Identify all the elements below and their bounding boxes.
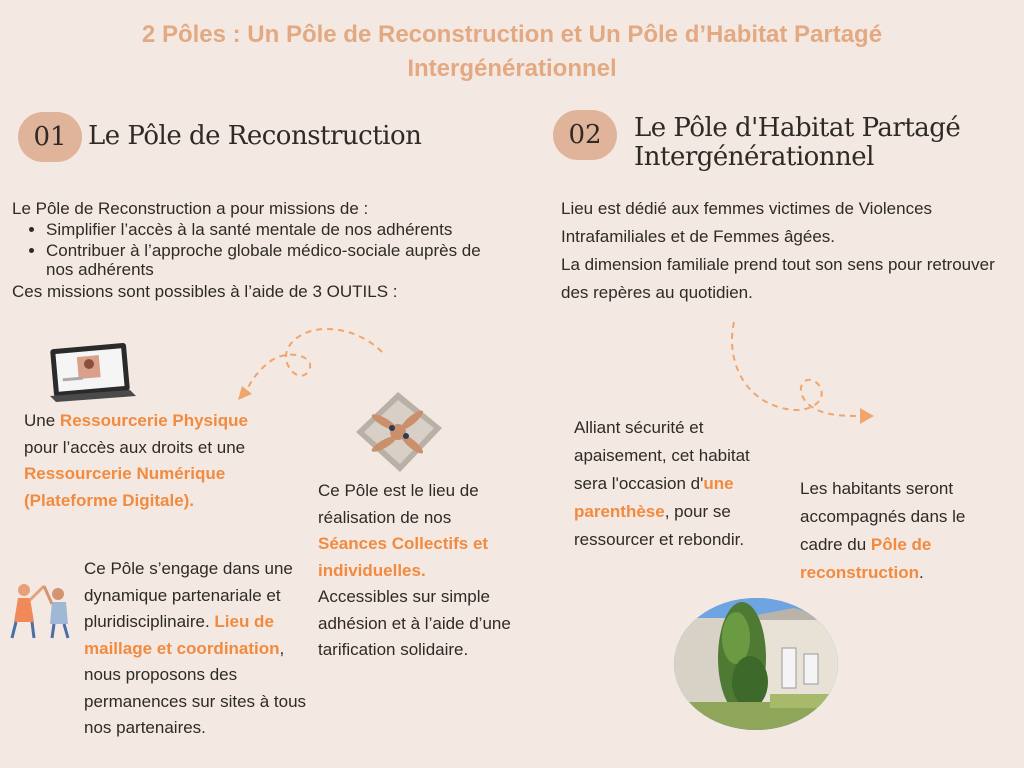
habitants-text <box>800 475 1010 587</box>
ressourcerie-numerique: Ressourcerie Numérique (Plateforme Digitale). <box>24 464 226 510</box>
ressourcerie-t2: pour l’accès aux droits et une <box>24 437 246 457</box>
people-illustration <box>4 576 78 642</box>
seances-t2: Accessibles sur simple adhésion et à l’aide d’une tarification solidaire. <box>318 587 511 659</box>
title-line-2: Intergénérationnel <box>407 55 617 82</box>
ressourcerie-physique: Ressourcerie Physique <box>59 411 248 430</box>
pole1-heading: Le Pôle de Reconstruction <box>88 121 422 151</box>
pole2-intro-2: La dimension familiale prend tout son sens pour retrouver des repères au quotidien. <box>561 255 995 302</box>
ressourcerie-t1: Une <box>24 411 60 430</box>
ressourcerie-text <box>24 408 284 514</box>
laptop-illustration <box>48 340 138 404</box>
dashed-arrow-2 <box>722 318 882 426</box>
pole2-heading-line-2: Intergénérationnel <box>634 142 874 172</box>
pole1-number-badge <box>18 112 82 162</box>
securite-t2: , pour se ressourcer et rebondir. <box>574 502 745 549</box>
mission-item: • Simplifier l’accès à la santé mentale de nos adhérents <box>46 220 526 239</box>
title-line-1: 2 Pôles : Un Pôle de Reconstruction et Un Pôle d’Habitat Partagé <box>141 21 883 48</box>
pole2-number: 02 <box>568 120 602 150</box>
house-photo <box>674 598 838 730</box>
pole1-number: 01 <box>33 122 67 152</box>
pole2-heading <box>634 114 960 172</box>
pole2-intro-1: Lieu est dédié aux femmes victimes de Violences Intrafamiliales et de Femmes âgées. <box>561 199 933 246</box>
engage-t1: Ce Pôle s’engage dans une dynamique partenariale et pluridisciplinaire. <box>84 559 293 631</box>
habitants-highlight: Pôle de reconstruction <box>800 535 932 582</box>
pole2-number-badge <box>553 110 617 160</box>
pole1-missions-list <box>12 220 532 279</box>
securite-text <box>574 414 774 554</box>
pole1-intro: Le Pôle de Reconstruction a pour missions de : <box>12 199 369 218</box>
pole1-outils: Ces missions sont possibles à l’aide de 3 OUTILS : <box>12 282 398 301</box>
engage-highlight: Lieu de maillage et coordination <box>84 612 280 658</box>
seances-text <box>318 478 514 664</box>
engage-text <box>84 556 316 742</box>
pole1-intro-block <box>12 198 532 303</box>
pole2-intro-block <box>561 195 1011 307</box>
page-title <box>40 18 984 86</box>
securite-highlight: une parenthèse <box>574 474 734 521</box>
habitants-t2: . <box>919 563 924 582</box>
habitants-t1: Les habitants seront accompagnés dans le cadre du <box>800 479 966 554</box>
seances-t1: Ce Pôle est le lieu de réalisation de nos <box>318 481 479 527</box>
securite-t1: Alliant sécurité et apaisement, cet habitat sera l'occasion d' <box>574 418 750 493</box>
mission-item: • Contribuer à l’approche globale médico-sociale auprès de nos adhérents <box>46 241 486 279</box>
seances-highlight: Séances Collectifs et individuelles. <box>318 534 489 580</box>
hands-photo <box>350 388 446 476</box>
engage-t2: , nous proposons des permanences sur sites à tous nos partenaires. <box>84 638 307 737</box>
pole2-heading-line-1: Le Pôle d'Habitat Partagé <box>634 113 961 143</box>
